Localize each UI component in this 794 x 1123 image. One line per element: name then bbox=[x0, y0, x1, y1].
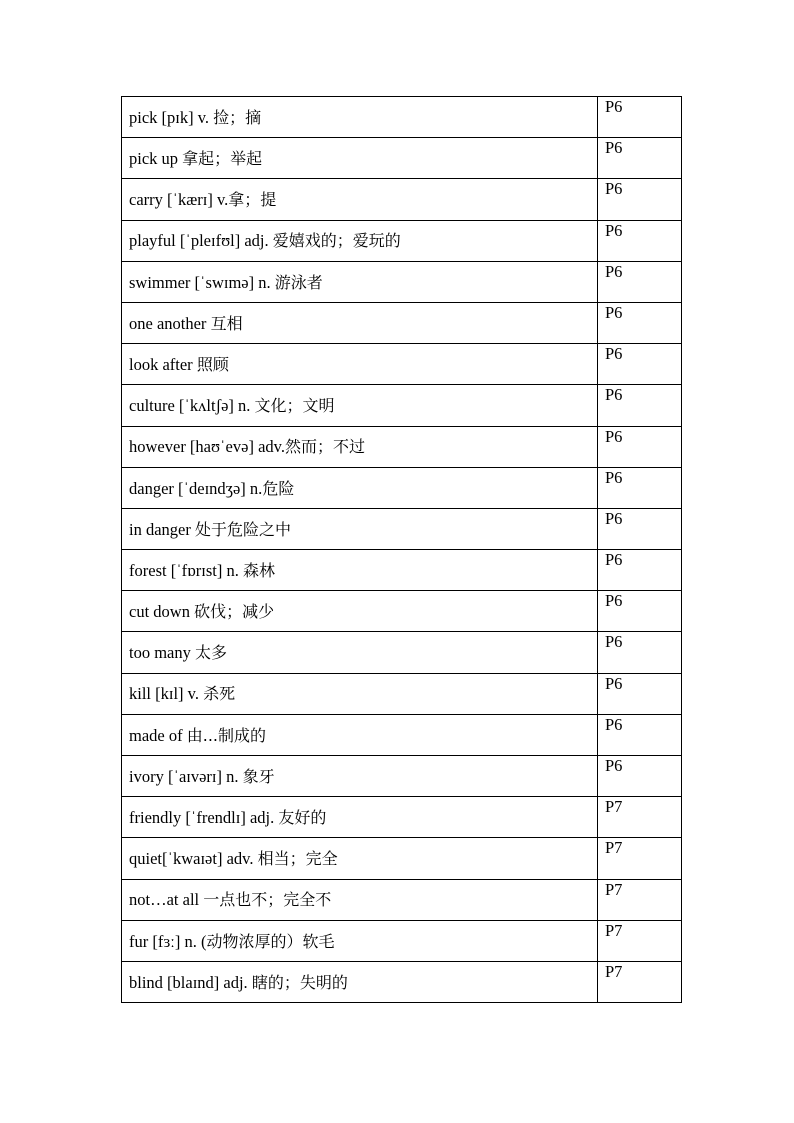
vocab-row bbox=[122, 550, 682, 591]
vocab-row bbox=[122, 879, 682, 920]
page-reference: P6 bbox=[598, 179, 682, 220]
vocab-row bbox=[122, 508, 682, 549]
chinese-meaning: 照顾 bbox=[196, 354, 229, 374]
vocab-entry-cell bbox=[122, 220, 598, 261]
english-term: not…at all bbox=[129, 890, 204, 910]
vocab-entry-cell bbox=[122, 467, 598, 508]
english-term: playful [ˈpleɪfʊl] adj. bbox=[129, 231, 273, 251]
english-term: fur [fɜː] n. ( bbox=[129, 931, 207, 951]
chinese-meaning: 然而；不过 bbox=[284, 437, 365, 457]
vocab-entry-cell bbox=[122, 344, 598, 385]
vocab-row bbox=[122, 673, 682, 714]
english-term: culture [ˈkʌltʃə] n. bbox=[129, 396, 255, 416]
page-reference: P6 bbox=[598, 673, 682, 714]
vocab-entry-cell bbox=[122, 961, 598, 1002]
page-reference: P7 bbox=[598, 879, 682, 920]
vocab-row bbox=[122, 714, 682, 755]
english-term: too many bbox=[129, 643, 195, 663]
chinese-meaning: 由...制成的 bbox=[186, 725, 266, 745]
vocab-row bbox=[122, 344, 682, 385]
chinese-meaning: 拿起；举起 bbox=[182, 149, 263, 169]
vocab-row bbox=[122, 920, 682, 961]
vocab-entry-cell bbox=[122, 632, 598, 673]
vocab-entry-cell bbox=[122, 508, 598, 549]
page-reference: P6 bbox=[598, 220, 682, 261]
vocab-row bbox=[122, 467, 682, 508]
vocab-row bbox=[122, 261, 682, 302]
vocabulary-table-body bbox=[122, 97, 682, 1003]
chinese-meaning: 森林 bbox=[243, 560, 276, 580]
page-reference: P7 bbox=[598, 920, 682, 961]
chinese-meaning: 文化；文明 bbox=[254, 396, 335, 416]
chinese-meaning: 互相 bbox=[210, 313, 243, 333]
page-reference: P7 bbox=[598, 961, 682, 1002]
vocab-entry-cell bbox=[122, 550, 598, 591]
vocab-row bbox=[122, 138, 682, 179]
vocab-row bbox=[122, 426, 682, 467]
page-reference: P6 bbox=[598, 467, 682, 508]
vocab-entry-cell bbox=[122, 385, 598, 426]
page-reference: P6 bbox=[598, 591, 682, 632]
page-reference: P6 bbox=[598, 97, 682, 138]
chinese-meaning: 象牙 bbox=[242, 766, 275, 786]
chinese-meaning: 危险 bbox=[262, 478, 295, 498]
english-term: in danger bbox=[129, 519, 195, 539]
vocab-entry-cell bbox=[122, 426, 598, 467]
vocab-row bbox=[122, 591, 682, 632]
vocab-entry-cell bbox=[122, 879, 598, 920]
english-term: carry [ˈkærɪ] v. bbox=[129, 190, 229, 210]
page-reference: P6 bbox=[598, 632, 682, 673]
english-term: danger [ˈdeɪndʒə] n. bbox=[129, 478, 263, 498]
vocab-entry-cell bbox=[122, 138, 598, 179]
english-term: one another bbox=[129, 313, 211, 333]
vocabulary-table bbox=[121, 96, 682, 1003]
chinese-meaning: 瞎的；失明的 bbox=[251, 972, 348, 992]
english-term: made of bbox=[129, 725, 187, 745]
page-reference: P6 bbox=[598, 426, 682, 467]
english-term: swimmer [ˈswɪmə] n. bbox=[129, 272, 275, 292]
page-reference: P6 bbox=[598, 302, 682, 343]
vocab-row bbox=[122, 632, 682, 673]
chinese-meaning: 拿；提 bbox=[228, 190, 277, 210]
vocab-row bbox=[122, 838, 682, 879]
chinese-meaning: 动物浓厚的）软毛 bbox=[206, 931, 335, 951]
vocab-entry-cell bbox=[122, 756, 598, 797]
page-reference: P6 bbox=[598, 756, 682, 797]
chinese-meaning: 一点也不；完全不 bbox=[203, 890, 332, 910]
page-reference: P6 bbox=[598, 138, 682, 179]
chinese-meaning: 杀死 bbox=[203, 684, 236, 704]
vocab-row bbox=[122, 97, 682, 138]
vocab-entry-cell bbox=[122, 673, 598, 714]
english-term: friendly [ˈfrendlɪ] adj. bbox=[129, 808, 279, 828]
chinese-meaning: 太多 bbox=[195, 643, 228, 663]
chinese-meaning: 相当；完全 bbox=[257, 849, 338, 869]
english-term: look after bbox=[129, 354, 197, 374]
chinese-meaning: 游泳者 bbox=[274, 272, 323, 292]
vocab-row bbox=[122, 220, 682, 261]
page-reference: P7 bbox=[598, 838, 682, 879]
chinese-meaning: 友好的 bbox=[278, 808, 327, 828]
vocab-entry-cell bbox=[122, 797, 598, 838]
page-reference: P6 bbox=[598, 261, 682, 302]
page-reference: P6 bbox=[598, 508, 682, 549]
vocab-entry-cell bbox=[122, 179, 598, 220]
vocab-entry-cell bbox=[122, 261, 598, 302]
vocab-row bbox=[122, 756, 682, 797]
page-reference: P6 bbox=[598, 385, 682, 426]
english-term: however [haʊˈevə] adv. bbox=[129, 437, 285, 457]
vocab-entry-cell bbox=[122, 920, 598, 961]
page-reference: P6 bbox=[598, 714, 682, 755]
vocab-row bbox=[122, 179, 682, 220]
page-reference: P6 bbox=[598, 550, 682, 591]
vocab-entry-cell bbox=[122, 302, 598, 343]
vocab-entry-cell bbox=[122, 838, 598, 879]
english-term: cut down bbox=[129, 602, 195, 622]
english-term: pick up bbox=[129, 149, 183, 169]
english-term: ivory [ˈaɪvərɪ] n. bbox=[129, 766, 243, 786]
vocab-entry-cell bbox=[122, 591, 598, 632]
chinese-meaning: 砍伐；减少 bbox=[194, 602, 275, 622]
english-term: quiet[ˈkwaɪət] adv. bbox=[129, 849, 258, 869]
english-term: kill [kɪl] v. bbox=[129, 684, 204, 704]
page-reference: P7 bbox=[598, 797, 682, 838]
english-term: blind [blaɪnd] adj. bbox=[129, 972, 252, 992]
page-reference: P6 bbox=[598, 344, 682, 385]
chinese-meaning: 爱嬉戏的；爱玩的 bbox=[272, 231, 401, 251]
vocab-row bbox=[122, 385, 682, 426]
english-term: forest [ˈfɒrɪst] n. bbox=[129, 560, 244, 580]
vocab-row bbox=[122, 302, 682, 343]
vocab-entry-cell bbox=[122, 714, 598, 755]
english-term: pick [pɪk] v. bbox=[129, 107, 214, 127]
vocab-entry-cell bbox=[122, 97, 598, 138]
vocab-row bbox=[122, 797, 682, 838]
chinese-meaning: 捡；摘 bbox=[213, 107, 262, 127]
chinese-meaning: 处于危险之中 bbox=[194, 519, 291, 539]
vocab-row bbox=[122, 961, 682, 1002]
